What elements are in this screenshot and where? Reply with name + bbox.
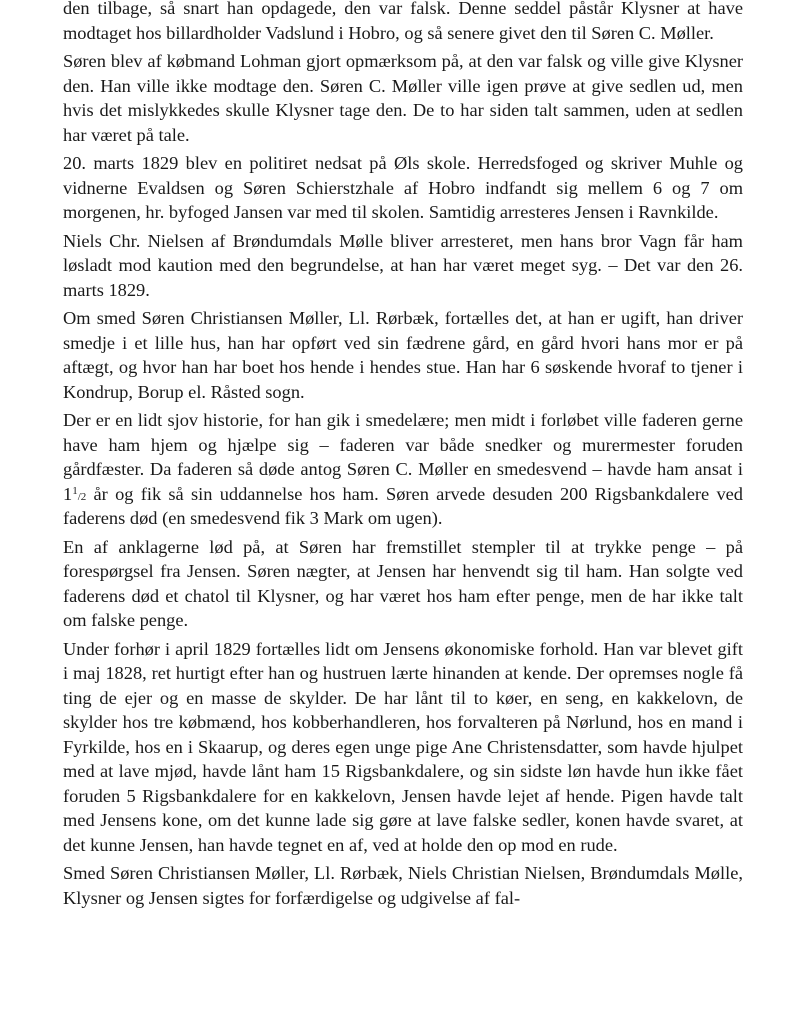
paragraph-5: Om smed Søren Christiansen Møller, Ll. Rørbæk, fortælles det, at han er ugift, han driver smedje i et lille hus, han har opført ved sin fædrene gård, en gård hvori hans mor er på aftægt, og hvor han har boet hos hende i hendes stue. Han har 6 søskende hvoraf to tjener i Kondrup, Borup el. Råsted sogn. [63,308,743,402]
paragraph-6-text-before: Der er en lidt sjov historie, for han gik i smedelære; men midt i forløbet ville faderen gerne have ham hjem og hjælpe sig – faderen var både snedker og murermester foruden gårdfæster. Da faderen så døde antog Søren C. Møller en smedesvend – havde ham ansat i 1 [63,410,743,504]
paragraph-7: En af anklagerne lød på, at Søren har fremstillet stempler til at trykke penge – på forespørgsel fra Jensen. Søren nægter, at Jensen har henvendt sig til ham. Han solgte ved faderens død et chatol til Klysner, og har været hos ham efter penge, men de har ikke talt om falske penge. [63,536,743,630]
paragraph-2: Søren blev af købmand Lohman gjort opmærksom på, at den var falsk og ville give Klysner den. Han ville ikke modtage den. Søren C. Møller ville igen prøve at give sedlen ud, men hvis det mislykkedes skulle Klysner tage den. De to har siden talt sammen, uden at sedlen har været på tale. [63,51,743,145]
paragraph-9: Smed Søren Christiansen Møller, Ll. Rørbæk, Niels Christian Nielsen, Brøndumdals Mølle, Klysner og Jensen sigtes for forfærdigelse og udgivelse af fal- [63,863,743,908]
paragraph-6 [63,408,743,531]
paragraph-6-text-after: år og fik så sin uddannelse hos ham. Søren arvede desuden 200 Rigsbankdalere ved faderens død (en smedesvend fik 3 Mark om ugen). [63,483,743,528]
fraction-numerator: 1 [72,484,78,497]
paragraph-1: den tilbage, så snart han opdagede, den var falsk. Denne seddel påstår Klysner at have modtaget hos billardholder Vadslund i Hobro, og så senere givet den til Søren C. Møller. [63,0,743,43]
paragraph-3: 20. marts 1829 blev en politiret nedsat på Øls skole. Herredsfoged og skriver Muhle og vidnerne Evaldsen og Søren Schierstzhale af Hobro indfandt sig mellem 6 og 7 om morgenen, hr. byfoged Jansen var med til skolen. Samtidig arresteres Jensen i Ravnkilde. [63,153,743,222]
document-page [63,0,743,1013]
paragraph-4: Niels Chr. Nielsen af Brøndumdals Mølle bliver arresteret, men hans bror Vagn får ham løsladt mod kaution med den begrundelse, at han har været meget syg. – Det var den 26. marts 1829. [63,230,743,300]
paragraph-8: Under forhør i april 1829 fortælles lidt om Jensens økonomiske forhold. Han var blevet gift i maj 1828, ret hurtigt efter han og hustruen lærte hinanden at kende. Der opremses nogle få ting de ejer og en masse de skylder. De har lånt til to køer, en seng, en kakkelovn, de skylder hos tre købmænd, hos kobberhandleren, hos forvalteren på Nørlund, hos en mand i Fyrkilde, hos en i Skaarup, og deres egen unge pige Ane Christensdatter, som havde hjulpet med at lave mjød, havde lånt ham 15 Rigsbankdalere, og sin sidste løn havde hun ikke fået foruden 5 Rigsbankdalere for en kakkelovn, Jensen havde lejet af hende. Pigen havde talt med Jensens kone, om det kunne lade sig gøre at lave falske sedler, konen havde svaret, at det kunne Jensen, han havde tegnet en af, ved at holde den op mod en rude. [63,638,743,855]
fraction [72,484,86,504]
fraction-denominator: /2 [77,490,87,503]
